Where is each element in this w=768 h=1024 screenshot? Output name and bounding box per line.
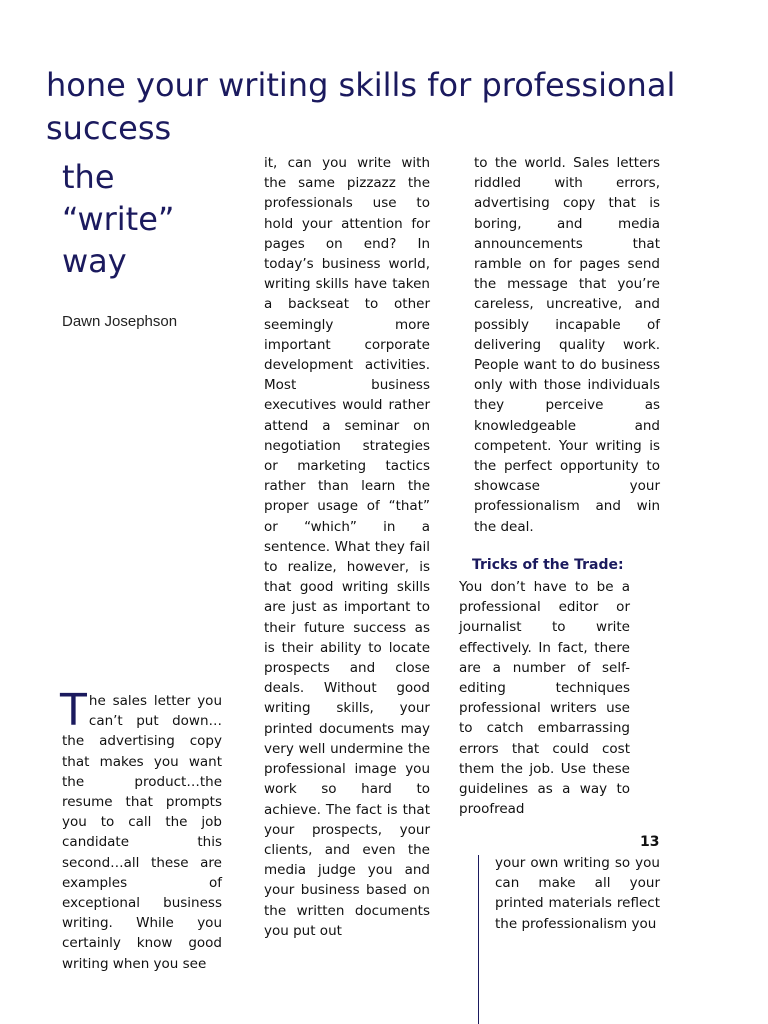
author-byline: Dawn Josephson xyxy=(62,313,178,330)
drop-cap: T xyxy=(60,685,87,736)
article-subtitle: the “write” way xyxy=(62,158,175,280)
column-divider xyxy=(478,855,479,1024)
body-column-2: it, can you write with the same pizzazz the professionals use to hold your attention for pages on end? In today’s business world, writing skills have taken a backseat to other seemingly more important corporate development activities. Most business executives would rather attend a seminar on negotiation strategies or marketing tactics rather than learn the proper usage of “that” or “which” in a sentence. What they fail to realize, however, is that good writing skills are just as important to their future success as is their ability to locate prospects and close deals. Without good writing skills, your printed documents may very well undermine the professional image you work so hard to achieve. The fact is that your prospects, your clients, and even the media judge you and your business based on the written documents you put out xyxy=(264,155,430,939)
body-column-3-top: to the world. Sales letters riddled with errors, advertising copy that is boring, and media announcements that ramble on for pages send the message that you’re careless, uncreative, and possibly incapable of delivering quality work. People want to do business only with those individuals they perceive as knowledgeable and competent. Your writing is the perfect opportunity to showcase your professionalism and win the deal. xyxy=(474,155,660,535)
body-column-3-bottom: your own writing so you can make all your printed materials reflect the professionalism you xyxy=(495,855,660,932)
article-title: hone your writing skills for professional success xyxy=(46,66,676,147)
body-column-3-middle: You don’t have to be a professional editor or journalist to write effectively. In fact, there are a number of self-editing techniques professional writers use to catch embarrassing errors that could cost them the job. Use these guidelines as a way to proofread xyxy=(459,579,630,818)
body-column-1 xyxy=(60,685,222,974)
section-heading: Tricks of the Trade: xyxy=(472,557,624,573)
page-number: 13 xyxy=(640,834,660,850)
body-text-1: he sales letter you can’t put down… the advertising copy that makes you want the product…the resume that prompts you to call the job candidate this second…all these are examples of exceptional business writing. While you certainly know good writing when you see xyxy=(62,693,222,972)
